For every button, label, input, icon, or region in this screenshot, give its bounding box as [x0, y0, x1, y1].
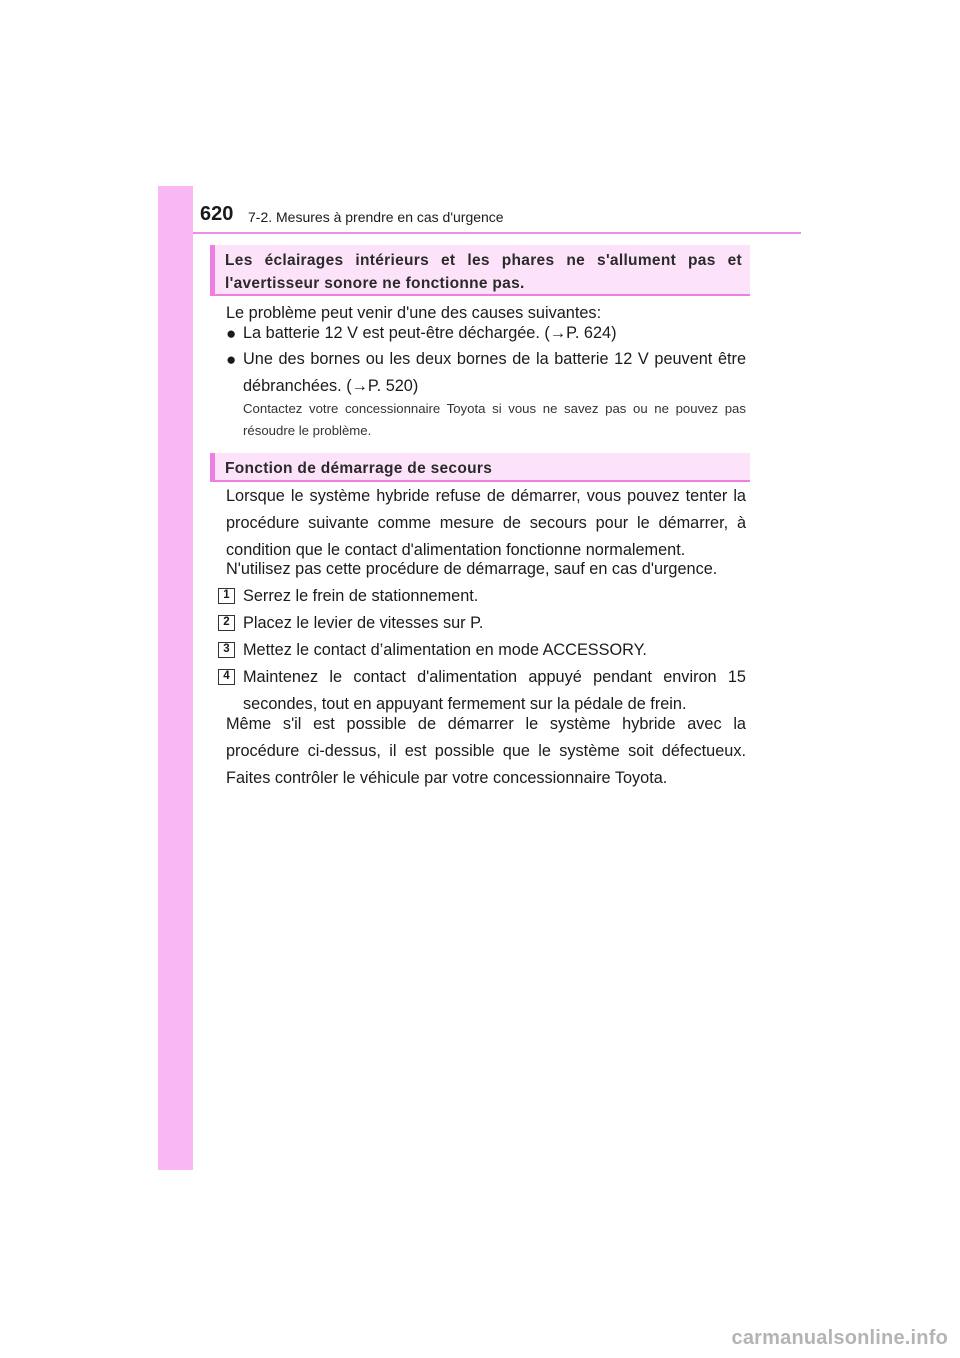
page-number: 620 [200, 203, 234, 225]
step-item [218, 583, 746, 610]
step-text: Placez le levier de vitesses sur P. [243, 614, 484, 632]
step-item [218, 637, 746, 664]
list-item-text: La batterie 12 V est peut-être déchargée. (→P. 624) [243, 324, 617, 342]
step-number-badge: 2 [218, 615, 235, 631]
header-divider [193, 232, 801, 234]
bullet-icon: ● [226, 324, 237, 343]
step-text: Serrez le frein de stationnement. [243, 587, 479, 605]
body-paragraph: Lorsque le système hybride refuse de démarrer, vous pouvez tenter la procédure suivante comme mesure de secours pour le démarrer, à condition que le contact d'alimentation fonctionne normalement. [226, 487, 746, 559]
list-item [226, 320, 746, 347]
section-heading-lights: Les éclairages intérieurs et les phares ne s'allument pas et l'avertisseur sonore ne fonctionne pas. [210, 245, 750, 296]
list-item-text: Une des bornes ou les deux bornes de la batterie 12 V peuvent être débranchées. (→P. 520) [243, 350, 746, 395]
intro-paragraph: Le problème peut venir d'une des causes suivantes: [226, 304, 602, 322]
site-watermark: carmanualsonline.info [731, 1327, 948, 1349]
step-text: Maintenez le contact d'alimentation appuyé pendant environ 15 secondes, tout en appuyant fermement sur la pédale de frein. [243, 668, 746, 713]
step-number-badge: 4 [218, 669, 235, 685]
list-item [226, 346, 746, 400]
note-paragraph: Contactez votre concessionnaire Toyota si vous ne savez pas ou ne pouvez pas résoudre le problème. [243, 401, 746, 438]
step-item [218, 610, 746, 637]
section-heading-emergency-start: Fonction de démarrage de secours [210, 453, 750, 482]
step-text: Mettez le contact d’alimentation en mode ACCESSORY. [243, 641, 647, 659]
chapter-side-tab [158, 186, 193, 1170]
bullet-icon: ● [226, 350, 237, 369]
warning-paragraph: N'utilisez pas cette procédure de démarrage, sauf en cas d'urgence. [226, 560, 718, 578]
closing-paragraph: Même s'il est possible de démarrer le système hybride avec la procédure ci-dessus, il est possible que le système soit défectueux. Faites contrôler le véhicule par votre concessionnaire Toyota. [226, 715, 746, 787]
step-number-badge: 1 [218, 588, 235, 604]
step-item [218, 664, 746, 718]
step-number-badge: 3 [218, 642, 235, 658]
chapter-title: 7-2. Mesures à prendre en cas d'urgence [248, 209, 504, 225]
